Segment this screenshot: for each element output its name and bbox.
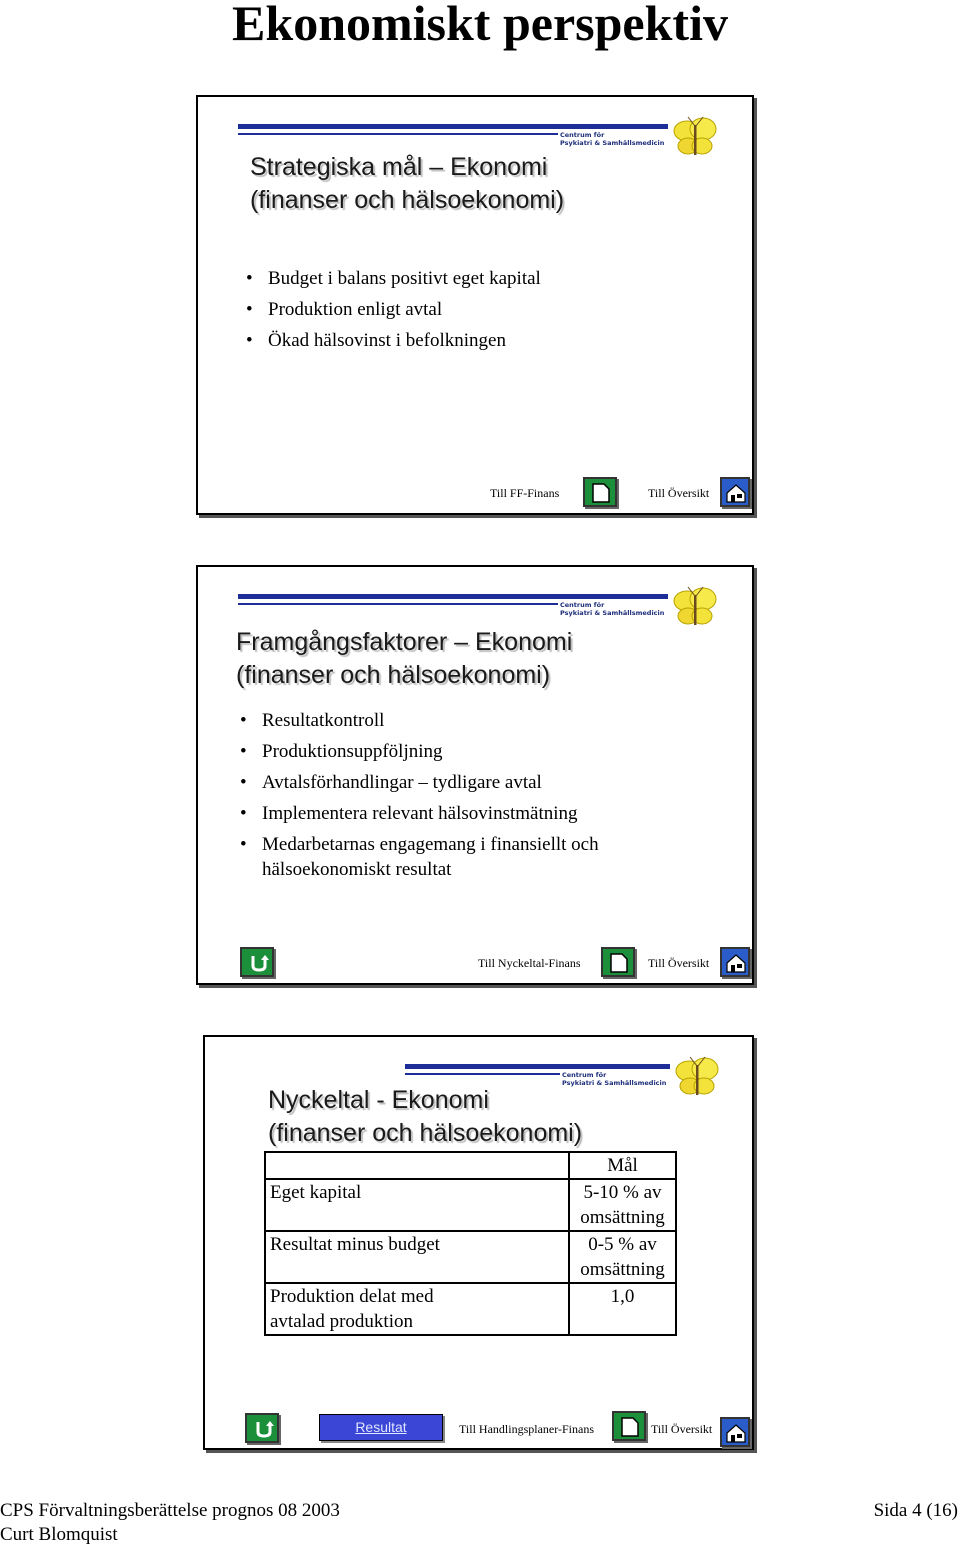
next-page-button[interactable] xyxy=(601,947,635,977)
nav-nyckeltal-finans-label[interactable]: Till Nyckeltal-Finans xyxy=(478,956,581,970)
return-arrow-icon xyxy=(253,1419,275,1439)
table-row xyxy=(265,1283,676,1335)
back-button[interactable] xyxy=(240,947,274,977)
slide-key-figures xyxy=(203,1035,754,1450)
home-button[interactable] xyxy=(720,1417,750,1447)
table-cell: Eget kapital xyxy=(265,1179,569,1231)
home-icon xyxy=(725,952,747,974)
list-item: • Avtalsförhandlingar – tydligare avtal xyxy=(240,767,660,798)
table-header-goal: Mål xyxy=(569,1152,676,1179)
list-item: • Medarbetarnas engagemang i finansiellt och hälsoekonomiskt resultat xyxy=(240,832,660,882)
header-bar-thin xyxy=(405,1073,560,1075)
butterfly-icon xyxy=(670,585,720,631)
bullet-list xyxy=(246,263,541,356)
nav-handlingsplaner-finans-label[interactable]: Till Handlingsplaner-Finans xyxy=(459,1422,594,1436)
document-icon xyxy=(609,953,629,973)
home-icon xyxy=(725,482,747,504)
footer-document-title: CPS Förvaltningsberättelse prognos 08 2003 xyxy=(0,1500,340,1521)
nav-ff-finans-label[interactable]: Till FF-Finans xyxy=(490,486,560,500)
slide-title: Nyckeltal - Ekonomi (finanser och hälsoekonomi) xyxy=(268,1086,583,1147)
organization-logo: Centrum för Psykiatri & Samhällsmedicin xyxy=(560,131,665,147)
document-icon xyxy=(591,483,611,503)
home-button[interactable] xyxy=(720,477,750,507)
return-arrow-icon xyxy=(248,953,270,973)
list-item: • Ökad hälsovinst i befolkningen xyxy=(246,325,541,356)
next-page-button[interactable] xyxy=(583,477,617,507)
key-figures-table xyxy=(264,1151,677,1336)
list-item: • Resultatkontroll xyxy=(240,705,660,736)
header-bar xyxy=(238,124,668,129)
result-button[interactable]: Resultat xyxy=(319,1414,443,1441)
list-item: • Budget i balans positivt eget kapital xyxy=(246,263,541,294)
table-cell: 1,0 xyxy=(569,1283,676,1335)
table-cell: 0-5 % av omsättning xyxy=(569,1231,676,1283)
home-button[interactable] xyxy=(720,947,750,977)
table-row xyxy=(265,1179,676,1231)
list-item: • Produktion enligt avtal xyxy=(246,294,541,325)
slide-title: Strategiska mål – Ekonomi (finanser och hälsoekonomi) xyxy=(250,153,565,214)
bullet-list xyxy=(240,705,660,882)
table-cell xyxy=(265,1152,569,1179)
page-title: Ekonomiskt perspektiv xyxy=(232,0,728,51)
nav-overview-label[interactable]: Till Översikt xyxy=(648,486,710,500)
butterfly-icon xyxy=(672,1055,722,1101)
table-cell: 5-10 % av omsättning xyxy=(569,1179,676,1231)
table-row xyxy=(265,1152,676,1179)
header-bar xyxy=(238,594,668,599)
slide-title: Framgångsfaktorer – Ekonomi (finanser och hälsoekonomi) xyxy=(236,628,573,689)
list-item: • Produktionsuppföljning xyxy=(240,736,660,767)
organization-logo: Centrum för Psykiatri & Samhällsmedicin xyxy=(560,601,665,617)
footer-page-number: Sida 4 (16) xyxy=(873,1500,958,1521)
nav-overview-label[interactable]: Till Översikt xyxy=(651,1422,713,1436)
header-bar-thin xyxy=(238,133,558,135)
slide-success-factors xyxy=(196,565,754,985)
footer-author: Curt Blomquist xyxy=(0,1524,118,1545)
table-cell: Produktion delat med avtalad produktion xyxy=(265,1283,569,1335)
next-page-button[interactable] xyxy=(612,1411,646,1441)
header-bar-thin xyxy=(238,603,558,605)
home-icon xyxy=(725,1422,747,1444)
organization-logo: Centrum för Psykiatri & Samhällsmedicin xyxy=(562,1071,667,1087)
header-bar xyxy=(405,1064,670,1069)
table-cell: Resultat minus budget xyxy=(265,1231,569,1283)
butterfly-icon xyxy=(670,115,720,161)
document-icon xyxy=(620,1417,640,1437)
back-button[interactable] xyxy=(245,1413,279,1443)
slide-strategic-goals xyxy=(196,95,754,515)
nav-overview-label[interactable]: Till Översikt xyxy=(648,956,710,970)
list-item: • Implementera relevant hälsovinstmätning xyxy=(240,798,660,829)
table-row xyxy=(265,1231,676,1283)
